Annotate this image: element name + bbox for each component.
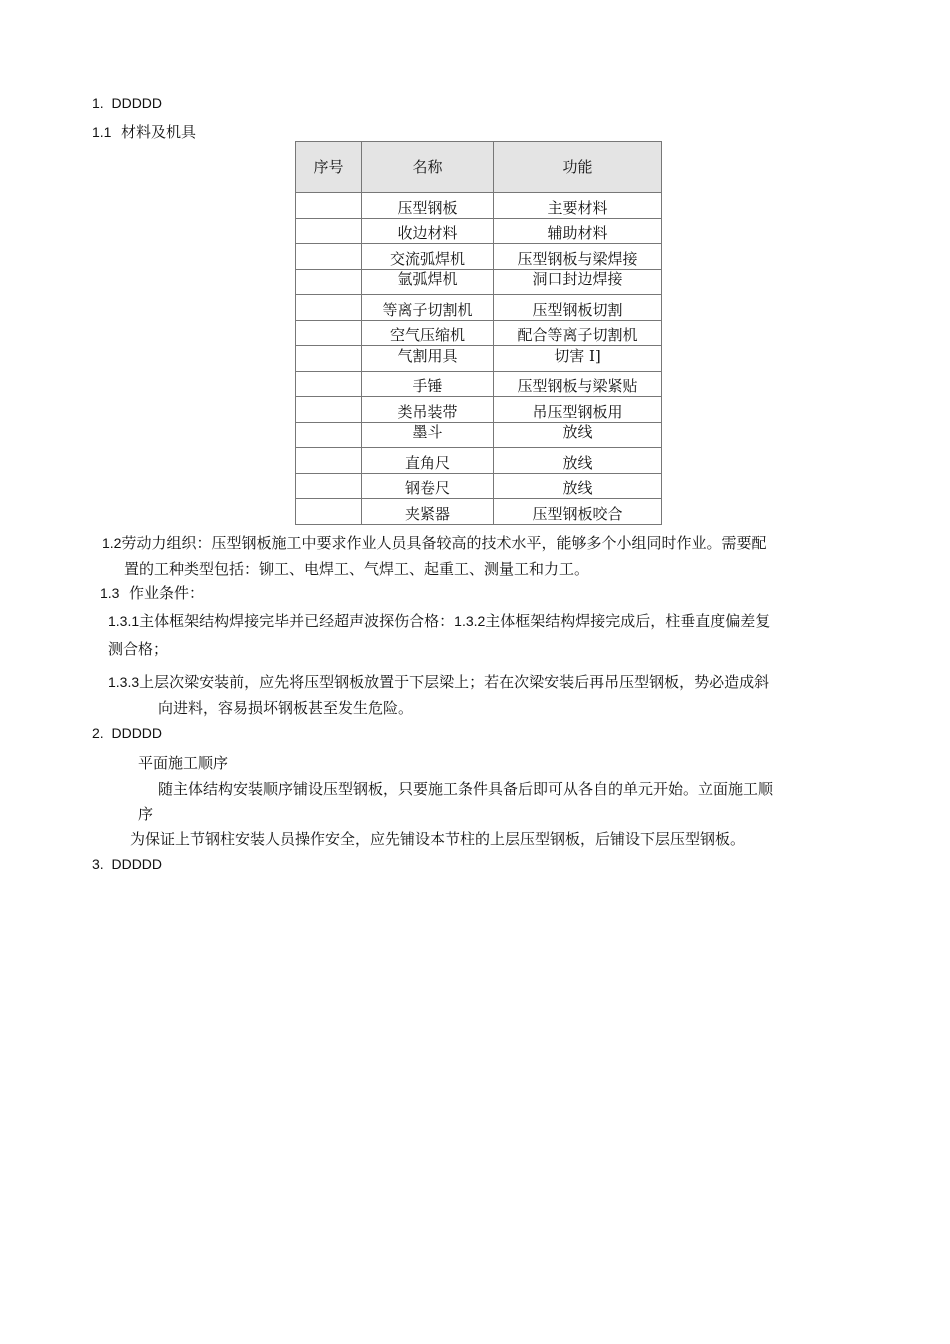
cell-function: 放线 (494, 422, 662, 448)
cell-name: 墨斗 (362, 422, 494, 448)
section-1-3-2-line2: 测合格； (108, 640, 169, 658)
cell-name: 钢卷尺 (362, 473, 494, 499)
section-1-3-2-number: 1.3.2 (454, 613, 486, 629)
section-1-1-heading (92, 121, 196, 142)
table-row (296, 448, 662, 474)
section-1-heading (92, 95, 162, 111)
section-1-3-3-line1: 上层次梁安装前，应先将压型钢板放置于下层梁上；若在次梁安装后再吊压型钢板，势必造成斜 (139, 673, 770, 691)
cell-name: 直角尺 (362, 448, 494, 474)
section-1-3-3-line2: 向进料，容易损坏钢板甚至发生危险。 (158, 699, 414, 717)
cell-no (296, 269, 362, 295)
table-header-row (296, 142, 662, 193)
table-row (296, 295, 662, 321)
section-1-3-1-number: 1.3.1 (108, 613, 140, 629)
cell-function: 压型钢板咬合 (494, 499, 662, 525)
table-row (296, 218, 662, 244)
section-1-title: DDDDD (111, 95, 163, 111)
section-3-number: 3. (92, 856, 104, 872)
section-2-subheading: 平面施工顺序 (138, 754, 229, 772)
cell-name: 气割用具 (362, 346, 494, 372)
cell-name: 压型钢板 (362, 193, 494, 219)
table-row (296, 473, 662, 499)
cell-no (296, 371, 362, 397)
cell-function: 压型钢板与梁紧贴 (494, 371, 662, 397)
cell-no (296, 499, 362, 525)
cell-function: 辅助材料 (494, 218, 662, 244)
cell-function: 压型钢板切割 (494, 295, 662, 321)
cell-no (296, 397, 362, 423)
section-1-3-3-number: 1.3.3 (108, 674, 140, 690)
table-row (296, 397, 662, 423)
header-function: 功能 (494, 142, 662, 193)
cell-function: 放线 (494, 448, 662, 474)
cell-no (296, 193, 362, 219)
section-2-paragraph-2: 为保证上节钢柱安装人员操作安全，应先铺设本节柱的上层压型钢板，后铺设下层压型钢板。 (130, 830, 746, 848)
cell-name: 收边材料 (362, 218, 494, 244)
cell-no (296, 295, 362, 321)
cell-no (296, 320, 362, 346)
cell-no (296, 448, 362, 474)
cell-function: 放线 (494, 473, 662, 499)
section-1-number: 1. (92, 95, 104, 111)
section-1-1-number: 1.1 (92, 124, 112, 140)
section-2-number: 2. (92, 725, 104, 741)
section-1-3-number: 1.3 (100, 585, 120, 601)
table-row (296, 422, 662, 448)
section-1-1-title: 材料及机具 (121, 123, 197, 141)
table-row (296, 244, 662, 270)
section-2-paragraph-1-line2: 序 (138, 805, 154, 823)
section-1-2-number: 1.2 (102, 535, 122, 551)
table-row (296, 346, 662, 372)
section-1-2-line2: 置的工种类型包括：铆工、电焊工、气焊工、起重工、测量工和力工。 (124, 560, 590, 578)
cell-no (296, 473, 362, 499)
cell-name: 空气压缩机 (362, 320, 494, 346)
cell-no (296, 244, 362, 270)
cell-function: 切害 I] (494, 346, 662, 372)
cell-name: 夹紧器 (362, 499, 494, 525)
section-2-heading (92, 725, 162, 741)
cell-function: 压型钢板与梁焊接 (494, 244, 662, 270)
section-3-heading (92, 856, 162, 872)
cell-no (296, 218, 362, 244)
table-row (296, 269, 662, 295)
cell-name: 等离子切割机 (362, 295, 494, 321)
cell-no (296, 346, 362, 372)
table-row (296, 371, 662, 397)
section-2-paragraph-1-line1: 随主体结构安装顺序铺设压型钢板，只要施工条件具备后即可从各自的单元开始。立面施工顺 (158, 780, 774, 798)
section-1-3-title: 作业条件： (129, 584, 205, 602)
section-2-title: DDDDD (111, 725, 163, 741)
cell-name: 交流弧焊机 (362, 244, 494, 270)
cell-name: 类吊装带 (362, 397, 494, 423)
cell-name: 氩弧焊机 (362, 269, 494, 295)
header-no: 序号 (296, 142, 362, 193)
section-1-3-2-text: 主体框架结构焊接完成后，柱垂直度偏差复 (485, 612, 771, 630)
cell-function: 洞口封边焊接 (494, 269, 662, 295)
table-row (296, 193, 662, 219)
section-3-title: DDDDD (111, 856, 163, 872)
section-1-3-heading (100, 582, 204, 603)
header-name: 名称 (362, 142, 494, 193)
cell-no (296, 422, 362, 448)
section-1-2-line1: 劳动力组织：压型钢板施工中要求作业人员具备较高的技术水平，能够多个小组同时作业。需要配 (121, 534, 767, 552)
table-row (296, 499, 662, 525)
table-row (296, 320, 662, 346)
cell-function: 配合等离子切割机 (494, 320, 662, 346)
section-1-3-1-text: 主体框架结构焊接完毕并已经超声波探伤合格： (139, 612, 455, 630)
cell-function: 吊压型钢板用 (494, 397, 662, 423)
cell-function: 主要材料 (494, 193, 662, 219)
equipment-table (295, 141, 662, 525)
cell-name: 手锤 (362, 371, 494, 397)
